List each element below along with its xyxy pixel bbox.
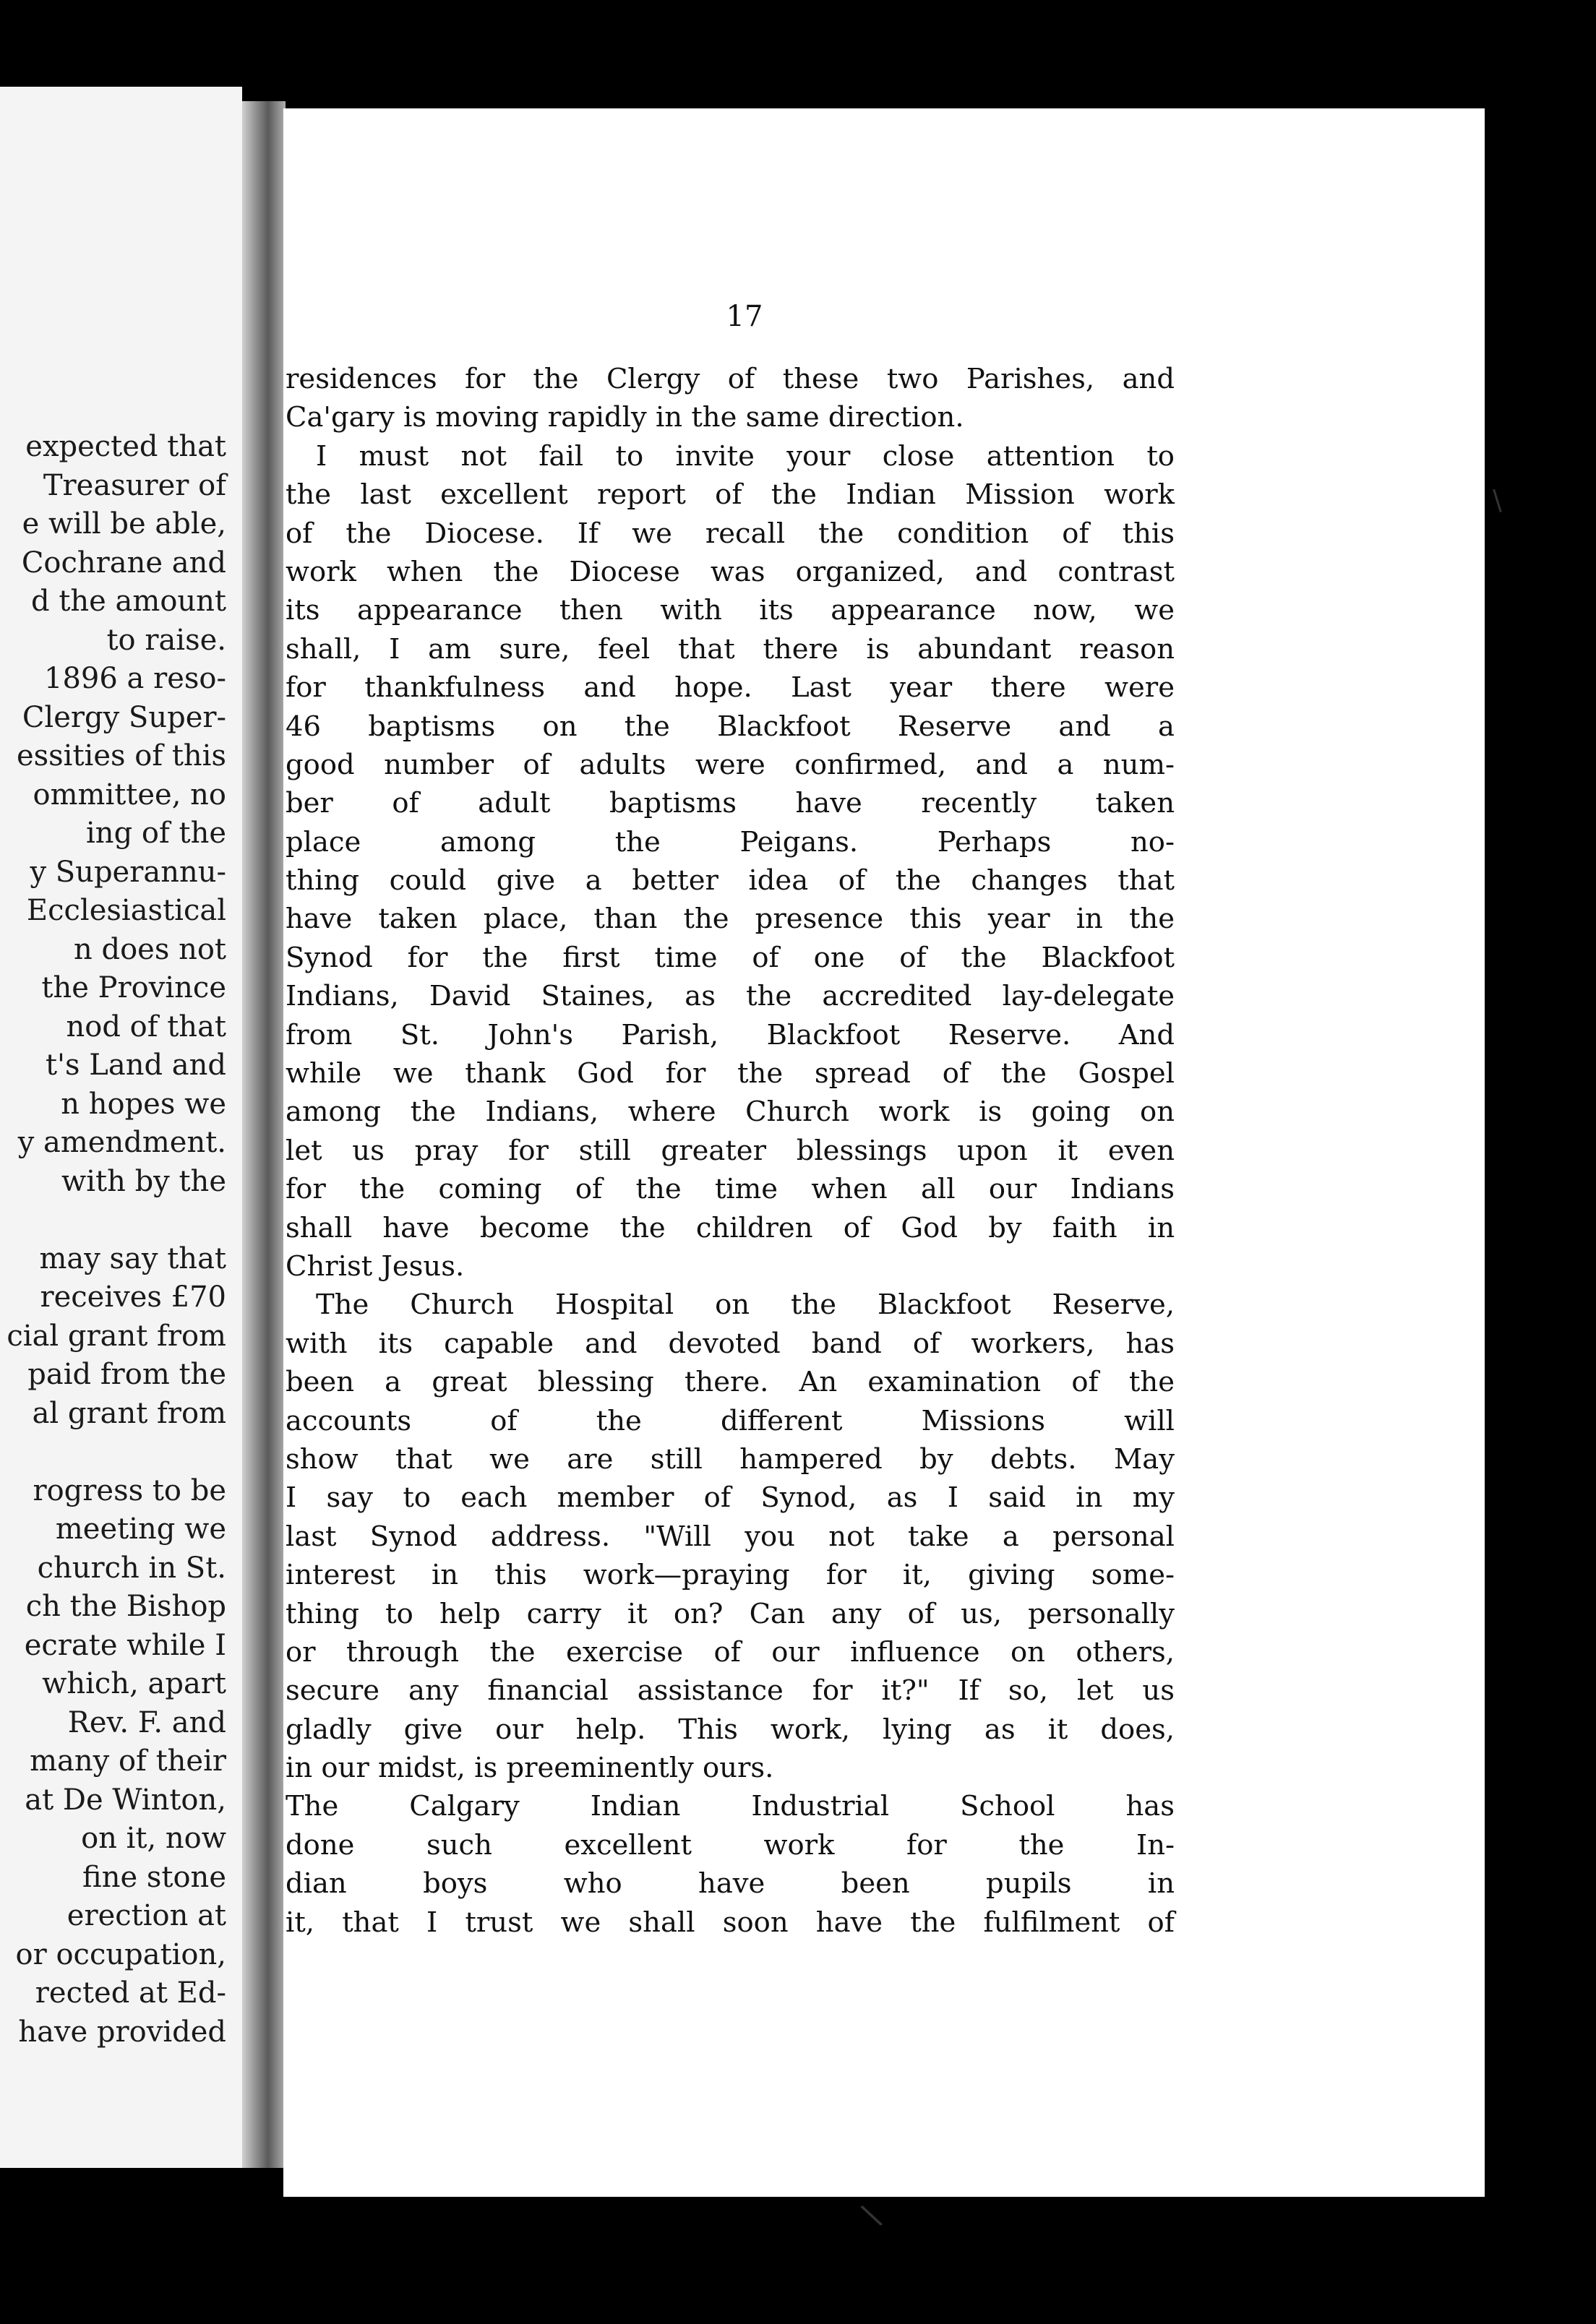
left-page-line: n does not — [74, 932, 226, 966]
left-page-line: which, apart — [42, 1667, 226, 1700]
left-page-line: many of their — [30, 1744, 226, 1778]
left-page-line: paid from the — [27, 1358, 226, 1391]
left-page-line — [0, 1201, 226, 1240]
left-page-line: y Superannu- — [30, 855, 226, 889]
text-line: show that we are still hampered by debts. May — [286, 1442, 1175, 1476]
text-line: from St. John's Parish, Blackfoot Reserve. And — [286, 1018, 1175, 1051]
text-line: Christ Jesus. — [286, 1249, 465, 1283]
left-page-line: Clergy Super- — [22, 700, 226, 734]
left-page-line: nod of that — [66, 1010, 226, 1043]
text-line: thing could give a better idea of the changes that — [286, 864, 1175, 898]
left-page-line: Rev. F. and — [67, 1705, 226, 1739]
book-gutter — [242, 101, 286, 2168]
left-page-line: Ecclesiastical — [26, 894, 226, 927]
text-line: its appearance then with its appearance now, we — [286, 594, 1175, 627]
text-line: interest in this work—praying for it, giving some- — [286, 1559, 1175, 1592]
left-page-line: erection at — [66, 1899, 226, 1932]
text-line: for thankfulness and hope. Last year there were — [286, 671, 1175, 705]
text-line: place among the Peigans. Perhaps no- — [286, 825, 1175, 858]
text-line: residences for the Clergy of these two Parishes, and — [286, 363, 1175, 395]
text-line: been a great blessing there. An examination of the — [286, 1366, 1175, 1399]
text-line: thing to help carry it on? Can any of us, personally — [286, 1597, 1175, 1630]
left-page-line: d the amount — [31, 585, 226, 618]
left-page-line: cial grant from — [7, 1319, 226, 1353]
body-text — [286, 360, 1175, 1942]
left-page-line: ing of the — [86, 817, 226, 850]
scan-speck: \ — [1493, 484, 1502, 516]
text-line: work when the Diocese was organized, and contrast — [286, 555, 1175, 588]
left-page-line: ecrate while I — [24, 1628, 226, 1662]
text-line: I say to each member of Synod, as I said in my — [286, 1481, 1175, 1515]
left-page-line: church in St. — [37, 1551, 226, 1585]
text-line: dian boys who have been pupils in — [286, 1867, 1175, 1901]
text-line: ber of adult baptisms have recently taken — [286, 787, 1175, 820]
text-line: of the Diocese. If we recall the condition of this — [286, 517, 1175, 550]
left-page-line: receives £70 — [40, 1281, 226, 1314]
text-line: it, that I trust we shall soon have the fulfilment of — [286, 1906, 1175, 1939]
left-page-line — [0, 1433, 226, 1472]
text-line: Ca'gary is moving rapidly in the same direction. — [286, 401, 964, 434]
text-line: among the Indians, where Church work is going on — [286, 1096, 1175, 1129]
page-number: 17 — [726, 300, 763, 333]
text-line: good number of adults were confirmed, and a num- — [286, 748, 1175, 781]
scan-speck: \ — [857, 2196, 885, 2234]
text-line: Indians, David Staines, as the accredited lay-delegate — [286, 980, 1175, 1013]
left-page-line: essities of this — [16, 739, 226, 772]
left-page-line: on it, now — [81, 1822, 226, 1855]
text-line: have taken place, than the presence this year in the — [286, 903, 1175, 936]
left-page-line: rected at Ed- — [35, 1976, 226, 2010]
left-page-line: expected that — [25, 430, 226, 463]
text-line: while we thank God for the spread of the Gospel — [286, 1057, 1175, 1090]
text-line: 46 baptisms on the Blackfoot Reserve and a — [286, 710, 1175, 743]
text-line: last Synod address. "Will you not take a personal — [286, 1520, 1175, 1553]
text-line: with its capable and devoted band of workers, has — [286, 1327, 1175, 1360]
left-page — [0, 87, 242, 2168]
left-page-line: e will be able, — [22, 507, 226, 541]
left-page-line: n hopes we — [61, 1087, 226, 1121]
left-page-line: to raise. — [106, 623, 226, 657]
left-page-line: with by the — [61, 1164, 226, 1198]
text-line: or through the exercise of our influence on others, — [286, 1635, 1175, 1669]
left-page-line: t's Land and — [45, 1049, 226, 1082]
text-line: secure any financial assistance for it?" If so, let us — [286, 1674, 1175, 1708]
left-page-line: al grant from — [32, 1396, 226, 1430]
text-line: let us pray for still greater blessings upon it even — [286, 1134, 1175, 1167]
text-line: Synod for the first time of one of the Blackfoot — [286, 941, 1175, 974]
left-page-line: 1896 a reso- — [44, 662, 226, 695]
left-page-line: the Province — [41, 971, 226, 1004]
left-page-line: may say that — [39, 1241, 226, 1275]
left-page-line: ommittee, no — [33, 778, 226, 812]
left-page-line: meeting we — [55, 1512, 226, 1546]
left-page-line: or occupation, — [15, 1937, 226, 1971]
left-page-text — [0, 428, 226, 2052]
left-page-line: rogress to be — [33, 1473, 226, 1507]
text-line: for the coming of the time when all our Indians — [286, 1173, 1175, 1206]
left-page-line: Treasurer of — [43, 468, 226, 502]
text-line: the last excellent report of the Indian Mission work — [286, 478, 1175, 512]
text-line: in our midst, is preeminently ours. — [286, 1752, 774, 1785]
text-line: I must not fail to invite your close attention to — [316, 439, 1175, 473]
text-line: gladly give our help. This work, lying as it does, — [286, 1713, 1175, 1746]
left-page-line: Cochrane and — [21, 546, 226, 580]
text-line: shall have become the children of God by faith in — [286, 1211, 1175, 1244]
text-line: done such excellent work for the In- — [286, 1828, 1175, 1862]
left-page-line: y amendment. — [17, 1126, 226, 1159]
left-page-line: at De Winton, — [25, 1783, 226, 1817]
left-page-line: ch the Bishop — [25, 1590, 226, 1623]
left-page-line: have provided — [18, 2015, 226, 2049]
left-page-line: fine stone — [82, 1860, 226, 1894]
text-line: The Calgary Indian Industrial School has — [286, 1790, 1175, 1823]
text-line: accounts of the different Missions will — [286, 1404, 1175, 1437]
text-line: The Church Hospital on the Blackfoot Reserve, — [316, 1288, 1175, 1322]
text-line: shall, I am sure, feel that there is abundant reason — [286, 632, 1175, 666]
